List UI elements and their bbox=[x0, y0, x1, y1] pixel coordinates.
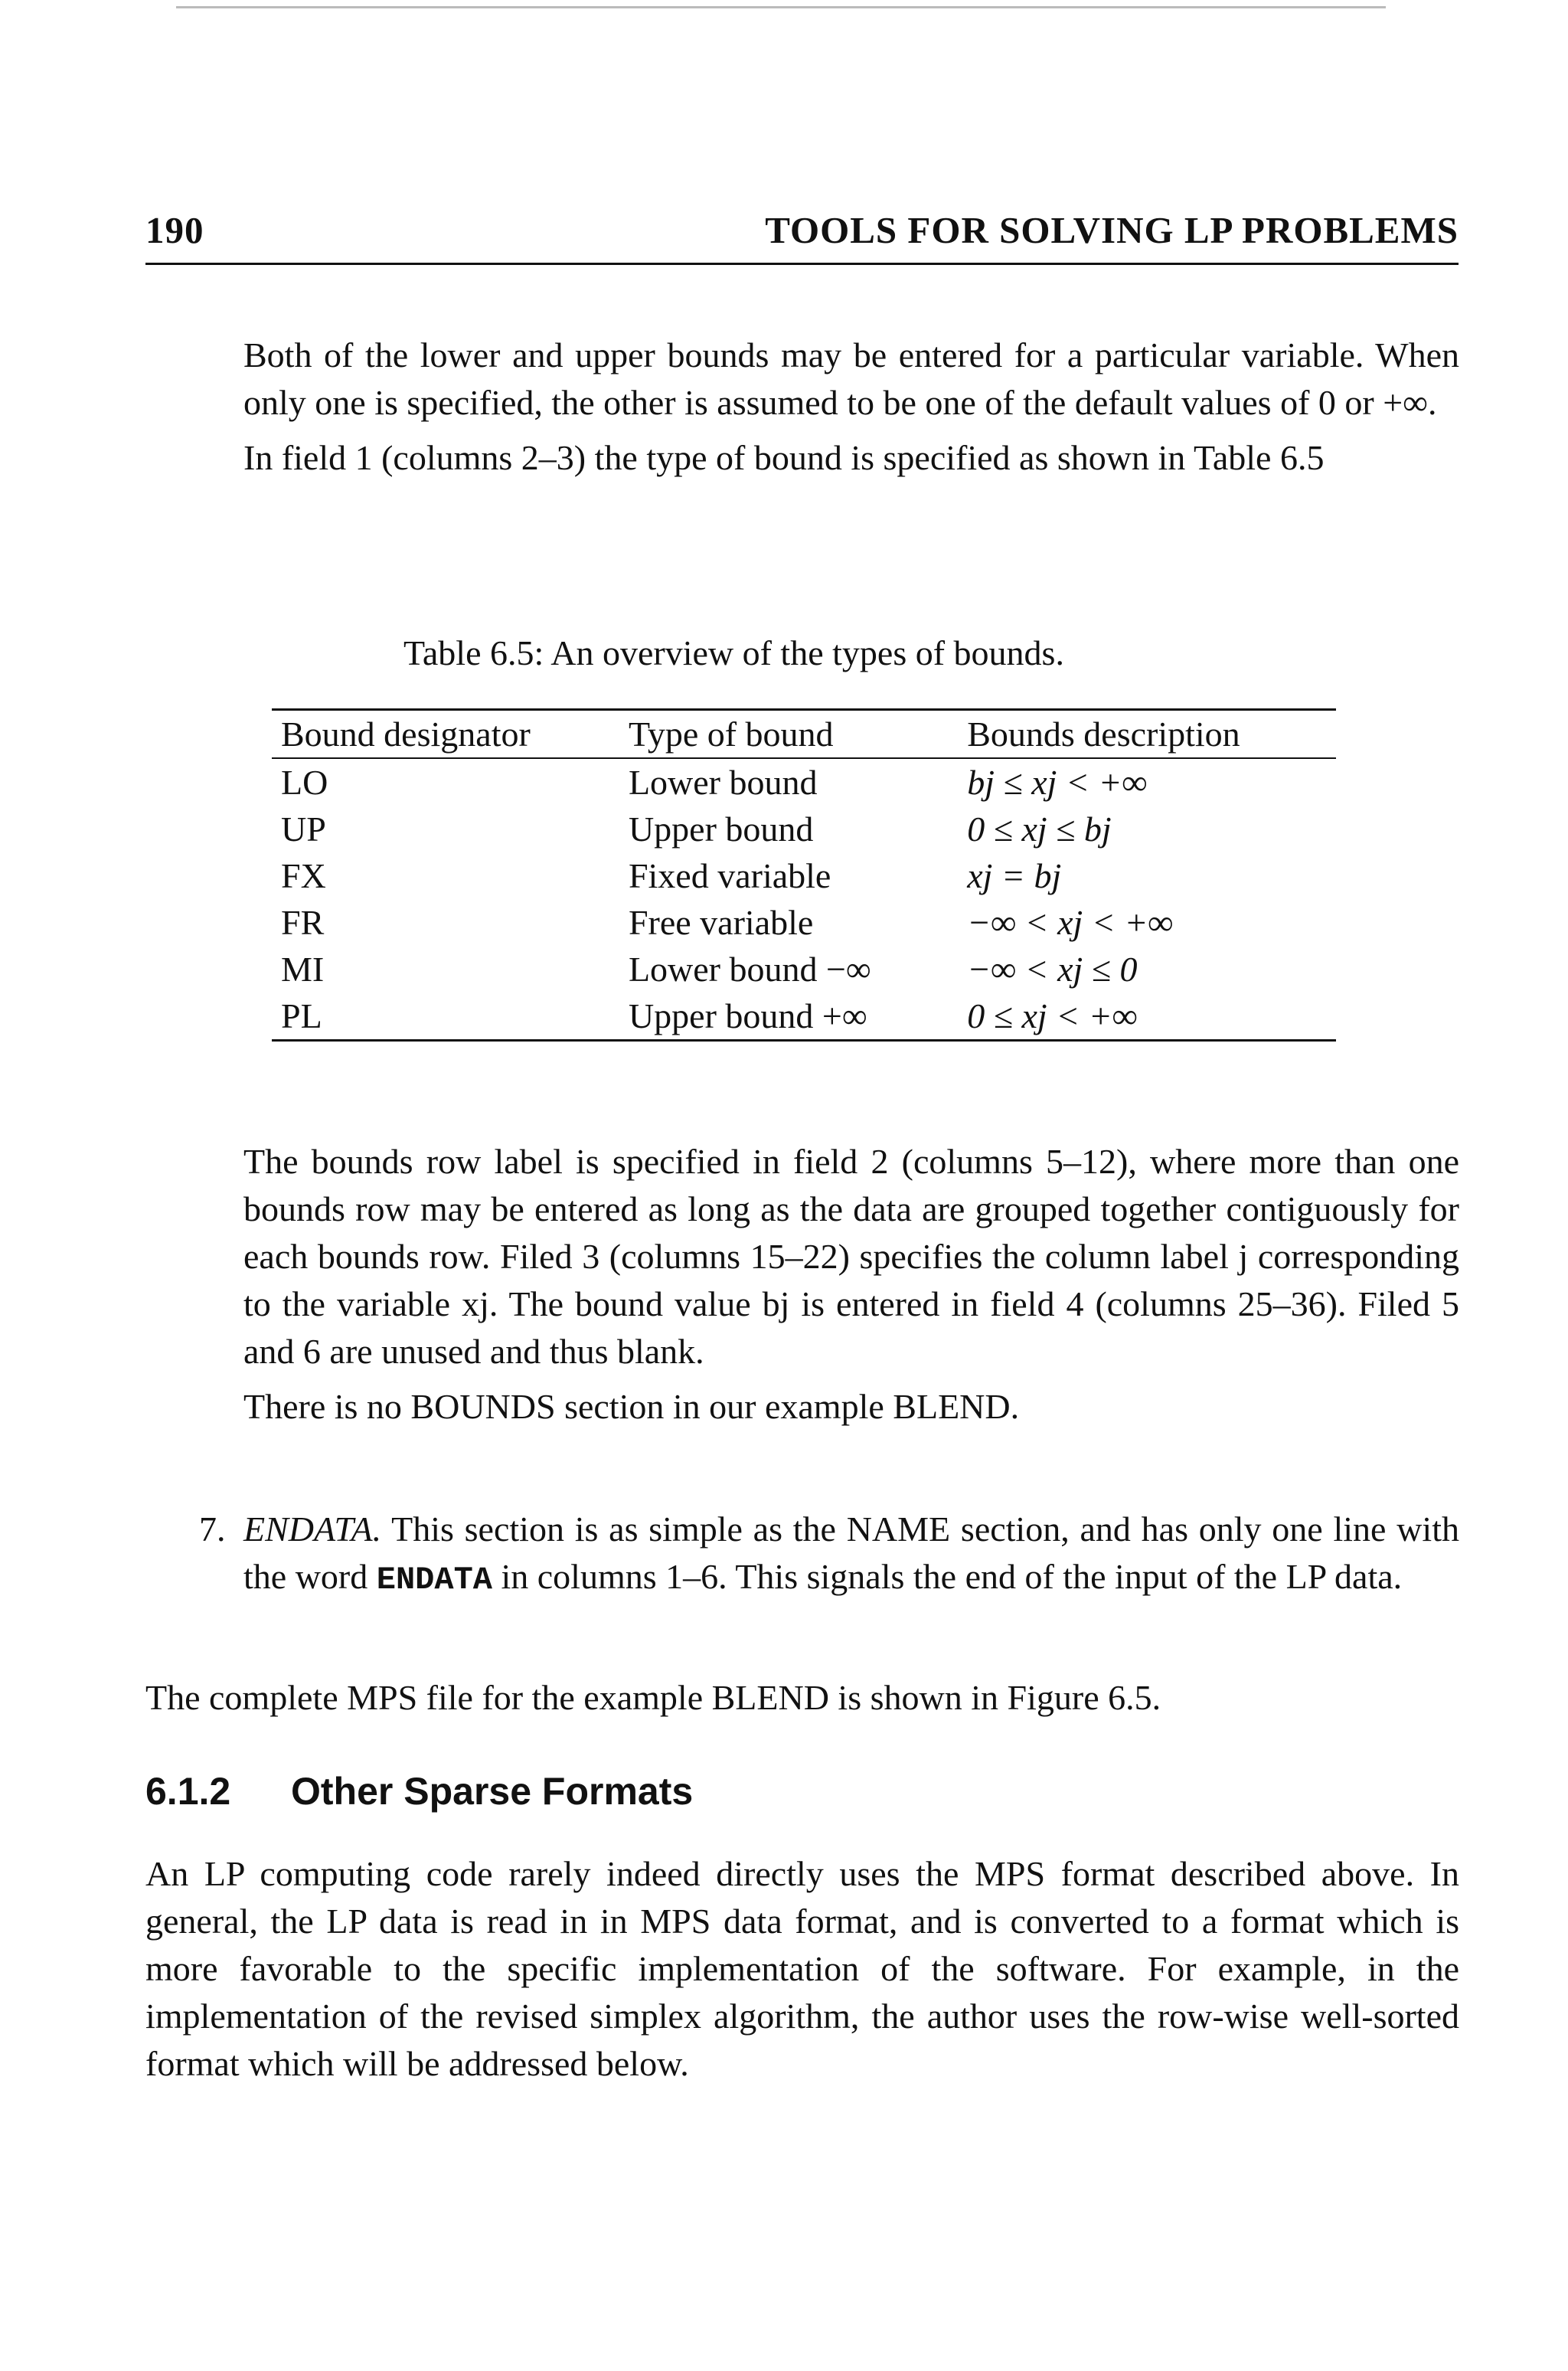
designator-cell: FR bbox=[281, 903, 325, 942]
header-type-of-bound: Type of bound bbox=[628, 715, 834, 754]
list-item-endata bbox=[199, 1506, 1459, 1604]
bounds-intro-block bbox=[243, 332, 1459, 482]
table-row bbox=[272, 899, 1336, 946]
running-header bbox=[145, 208, 1459, 252]
paragraph-sparse-formats: An LP computing code rarely indeed directly uses the MPS format described above. In general, the LP data is read in in MPS data format, and is converted to a format which is more favorable to the specific implementation of the software. For example, in the implementation of the revised simplex algorithm, the author uses the row-wise well-sorted format which will be addressed below. bbox=[145, 1854, 1459, 2083]
list-item-text bbox=[243, 1506, 1459, 1604]
type-cell: Free variable bbox=[628, 903, 814, 942]
type-cell: Upper bound bbox=[628, 809, 814, 849]
header-bounds-description: Bounds description bbox=[967, 715, 1240, 754]
section-heading bbox=[145, 1769, 693, 1813]
page-number: 190 bbox=[145, 209, 204, 251]
type-cell: Fixed variable bbox=[628, 856, 831, 895]
description-cell: −∞ < xj ≤ 0 bbox=[967, 950, 1138, 989]
designator-cell: MI bbox=[281, 950, 325, 989]
paragraph-field-1: In field 1 (columns 2–3) the type of bound is specified as shown in Table 6.5 bbox=[243, 438, 1325, 477]
list-item-number: 7. bbox=[199, 1509, 226, 1549]
type-cell: Upper bound +∞ bbox=[628, 996, 867, 1035]
table-row bbox=[272, 758, 1336, 806]
description-cell: 0 ≤ xj ≤ bj bbox=[967, 809, 1112, 849]
section-number: 6.1.2 bbox=[145, 1770, 231, 1813]
description-cell: 0 ≤ xj < +∞ bbox=[967, 996, 1138, 1035]
list-item-text-after: in columns 1–6. This signals the end of the input of the LP data. bbox=[492, 1557, 1403, 1596]
list-item-title: ENDATA. bbox=[243, 1509, 382, 1549]
table-row bbox=[272, 946, 1336, 993]
designator-cell: FX bbox=[281, 856, 326, 895]
header-bound-designator: Bound designator bbox=[281, 715, 531, 754]
designator-cell: LO bbox=[281, 763, 328, 802]
endata-keyword: ENDATA bbox=[376, 1562, 492, 1598]
table-row bbox=[272, 806, 1336, 852]
paragraph-complete-mps: The complete MPS file for the example BLEND is shown in Figure 6.5. bbox=[145, 1678, 1161, 1717]
scan-edge-rule bbox=[176, 6, 1386, 8]
designator-cell: UP bbox=[281, 809, 326, 849]
paragraph-bounds-fields: The bounds row label is specified in field 2 (columns 5–12), where more than one bounds row may be entered as long as the data are grouped together contiguously for each bounds row. Filed 3 (columns 15–22) specifies the column label j corresponding to the variable xj. The bound value bj is entered in field 4 (columns 25–36). Filed 5 and 6 are unused and thus blank. bbox=[243, 1142, 1459, 1371]
type-cell: Lower bound −∞ bbox=[628, 950, 871, 989]
paragraph-default-bounds: Both of the lower and upper bounds may be entered for a particular variable. When only one is specified, the other is assumed to be one of the default values of 0 or +∞. bbox=[243, 335, 1459, 422]
description-cell: bj ≤ xj < +∞ bbox=[967, 763, 1148, 802]
table-row bbox=[272, 852, 1336, 899]
running-title: TOOLS FOR SOLVING LP PROBLEMS bbox=[765, 209, 1459, 251]
section-title: Other Sparse Formats bbox=[291, 1770, 694, 1813]
paragraph-no-bounds: There is no BOUNDS section in our example BLEND. bbox=[243, 1387, 1020, 1426]
table-row bbox=[272, 993, 1336, 1041]
description-cell: −∞ < xj < +∞ bbox=[967, 903, 1174, 942]
description-cell: xj = bj bbox=[967, 856, 1062, 895]
designator-cell: PL bbox=[281, 996, 322, 1035]
header-rule bbox=[145, 263, 1459, 265]
table-header-row bbox=[272, 710, 1336, 759]
table-caption: Table 6.5: An overview of the types of bounds. bbox=[403, 633, 1064, 672]
list-item-text-before: This section is as simple as the NAME section, and has only one line with the word bbox=[243, 1509, 1459, 1596]
type-cell: Lower bound bbox=[628, 763, 818, 802]
bounds-table bbox=[272, 708, 1336, 1042]
bounds-fields-block bbox=[243, 1138, 1459, 1431]
